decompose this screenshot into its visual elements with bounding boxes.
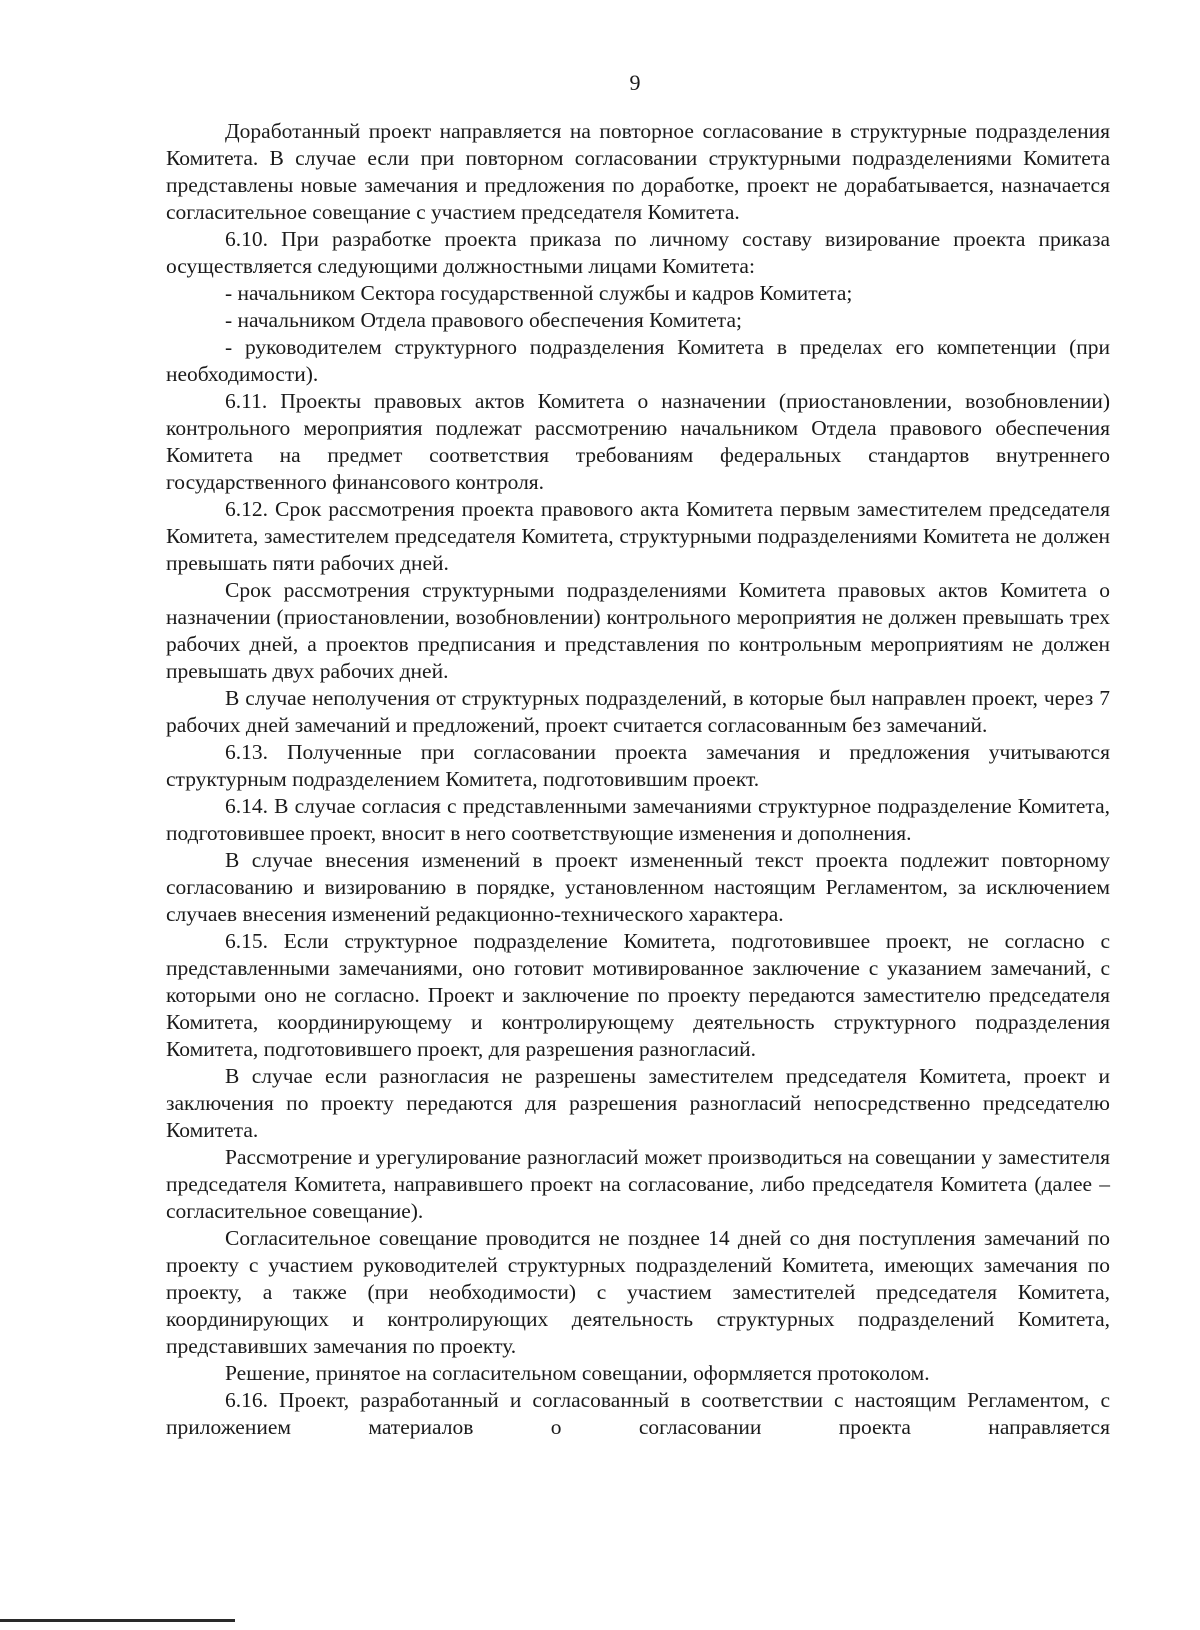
list-item-structural-unit-head: - руководителем структурного подразделения Комитета в пределах его компетенции (при необходимости).	[166, 335, 1110, 386]
paragraph-6-14: 6.14. В случае согласия с представленными замечаниями структурное подразделение Комитета, подготовившее проект, вносит в него соответствующие изменения и дополнения.	[166, 794, 1110, 845]
document-body	[166, 118, 1110, 1441]
paragraph-6-13: 6.13. Полученные при согласовании проекта замечания и предложения учитываются структурным подразделением Комитета, подготовившим проект.	[166, 740, 1110, 791]
footer-rule	[0, 1619, 235, 1622]
paragraph-changes-reapproval: В случае внесения изменений в проект измененный текст проекта подлежит повторному согласованию и визированию в порядке, установленном настоящим Регламентом, за исключением случаев внесения изменений редакционно-технического характера.	[166, 848, 1110, 926]
paragraph-rework-resubmission: Доработанный проект направляется на повторное согласование в структурные подразделения Комитета. В случае если при повторном согласовании структурными подразделениями Комитета представлены новые замечания и предложения по доработке, проект не дорабатывается, назначается согласительное совещание с участием председателя Комитета.	[166, 119, 1110, 224]
paragraph-6-15: 6.15. Если структурное подразделение Комитета, подготовившее проект, не согласно с представленными замечаниями, оно готовит мотивированное заключение с указанием замечаний, с которыми оно не согласно. Проект и заключение по проекту передаются заместителю председателя Комитета, координирующему и контролирующему деятельность структурного подразделения Комитета, подготовившего проект, для разрешения разногласий.	[166, 929, 1110, 1061]
paragraph-disagreement-chairman: В случае если разногласия не разрешены заместителем председателя Комитета, проект и заключения по проекту передаются для разрешения разногласий непосредственно председателю Комитета.	[166, 1064, 1110, 1142]
paragraph-6-11: 6.11. Проекты правовых актов Комитета о назначении (приостановлении, возобновлении) контрольного мероприятия подлежат рассмотрению начальником Отдела правового обеспечения Комитета на предмет соответствия требованиям федеральных стандартов внутреннего государственного финансового контроля.	[166, 389, 1110, 494]
paragraph-conciliation-meeting: Рассмотрение и урегулирование разногласий может производиться на совещании у заместителя председателя Комитета, направившего проект на согласование, либо председателя Комитета (далее – согласительное совещание).	[166, 1145, 1110, 1223]
paragraph-6-16: 6.16. Проект, разработанный и согласованный в соответствии с настоящим Регламентом, с приложением материалов о согласовании проекта направляется	[166, 1388, 1110, 1439]
paragraph-review-term: Срок рассмотрения структурными подразделениями Комитета правовых актов Комитета о назначении (приостановлении, возобновлении) контрольного мероприятия не должен превышать трех рабочих дней, а проектов предписания и представления по контрольным мероприятиям не должен превышать двух рабочих дней.	[166, 578, 1110, 683]
list-item-hr-sector-head: - начальником Сектора государственной службы и кадров Комитета;	[225, 281, 853, 305]
paragraph-6-12: 6.12. Срок рассмотрения проекта правового акта Комитета первым заместителем председателя Комитета, заместителем председателя Комитета, структурными подразделениями Комитета не должен превышать пяти рабочих дней.	[166, 497, 1110, 575]
paragraph-6-10: 6.10. При разработке проекта приказа по личному составу визирование проекта приказа осуществляется следующими должностными лицами Комитета:	[166, 227, 1110, 278]
list-item-legal-dept-head: - начальником Отдела правового обеспечения Комитета;	[225, 308, 742, 332]
paragraph-meeting-term: Согласительное совещание проводится не позднее 14 дней со дня поступления замечаний по проекту с участием руководителей структурных подразделений Комитета, имеющих замечания по проекту, а также (при необходимости) с участием заместителей председателя Комитета, координирующих и контролирующих деятельность структурных подразделений Комитета, представивших замечания по проекту.	[166, 1226, 1110, 1358]
paragraph-protocol: Решение, принятое на согласительном совещании, оформляется протоколом.	[225, 1361, 930, 1385]
paragraph-no-response: В случае неполучения от структурных подразделений, в которые был направлен проект, через 7 рабочих дней замечаний и предложений, проект считается согласованным без замечаний.	[166, 686, 1110, 737]
page-number: 9	[629, 70, 641, 95]
